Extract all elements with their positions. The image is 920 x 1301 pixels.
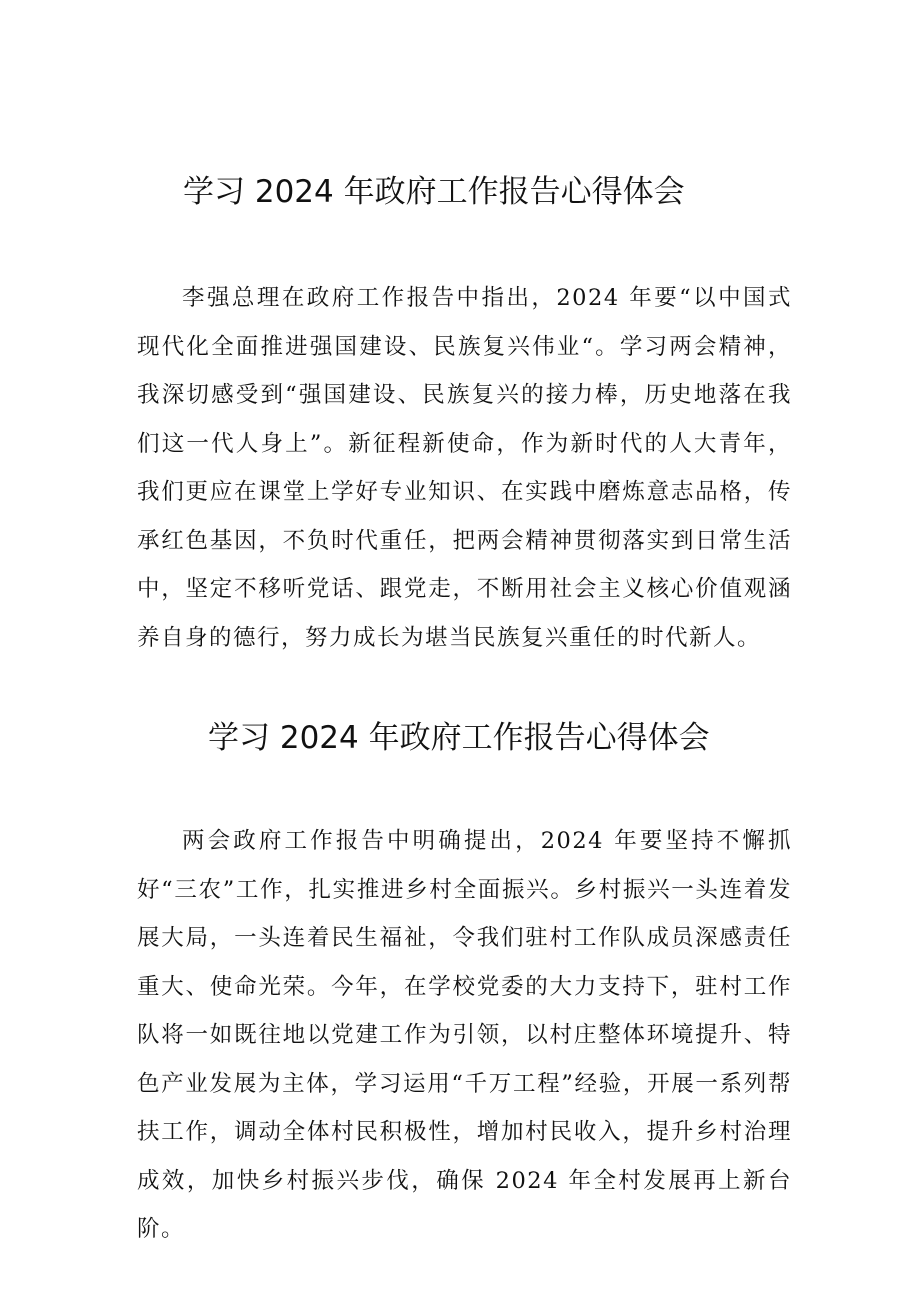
article-2-title: 学习 2024 年政府工作报告心得体会 [208,720,710,756]
article-2 [0,716,920,1254]
article-2-body: 两会政府工作报告中明确提出，2024 年要坚持不懈抓好“三农”工作，扎实推进乡村全面振兴。乡村振兴一头连着发展大局，一头连着民生福祉，令我们驻村工作队成员深感责任重大、使命光荣。今年，在学校党委的大力支持下，驻村工作队将一如既往地以党建工作为引领，以村庄整体环境提升、特色产业发展为主体，学习运用“千万工程”经验，开展一系列帮扶工作，调动全体村民积极性，增加村民收入，提升乡村治理成效，加快乡村振兴步伐，确保 2024 年全村发展再上新台阶。 [137,828,792,1242]
article-1-body: 李强总理在政府工作报告中指出，2024 年要“以中国式现代化全面推进强国建设、民族复兴伟业“。学习两会精神，我深切感受到“强国建设、民族复兴的接力棒，历史地落在我们这一代人身上”。新征程新使命，作为新时代的人大青年，我们更应在课堂上学好专业知识、在实践中磨炼意志品格，传承红色基因，不负时代重任，把两会精神贯彻落实到日常生活中，坚定不移听党话、跟党走，不断用社会主义核心价值观涵养自身的德行，努力成长为堪当民族复兴重任的时代新人。 [137,285,792,651]
article-1-title: 学习 2024 年政府工作报告心得体会 [183,174,685,210]
article-1 [0,170,920,662]
